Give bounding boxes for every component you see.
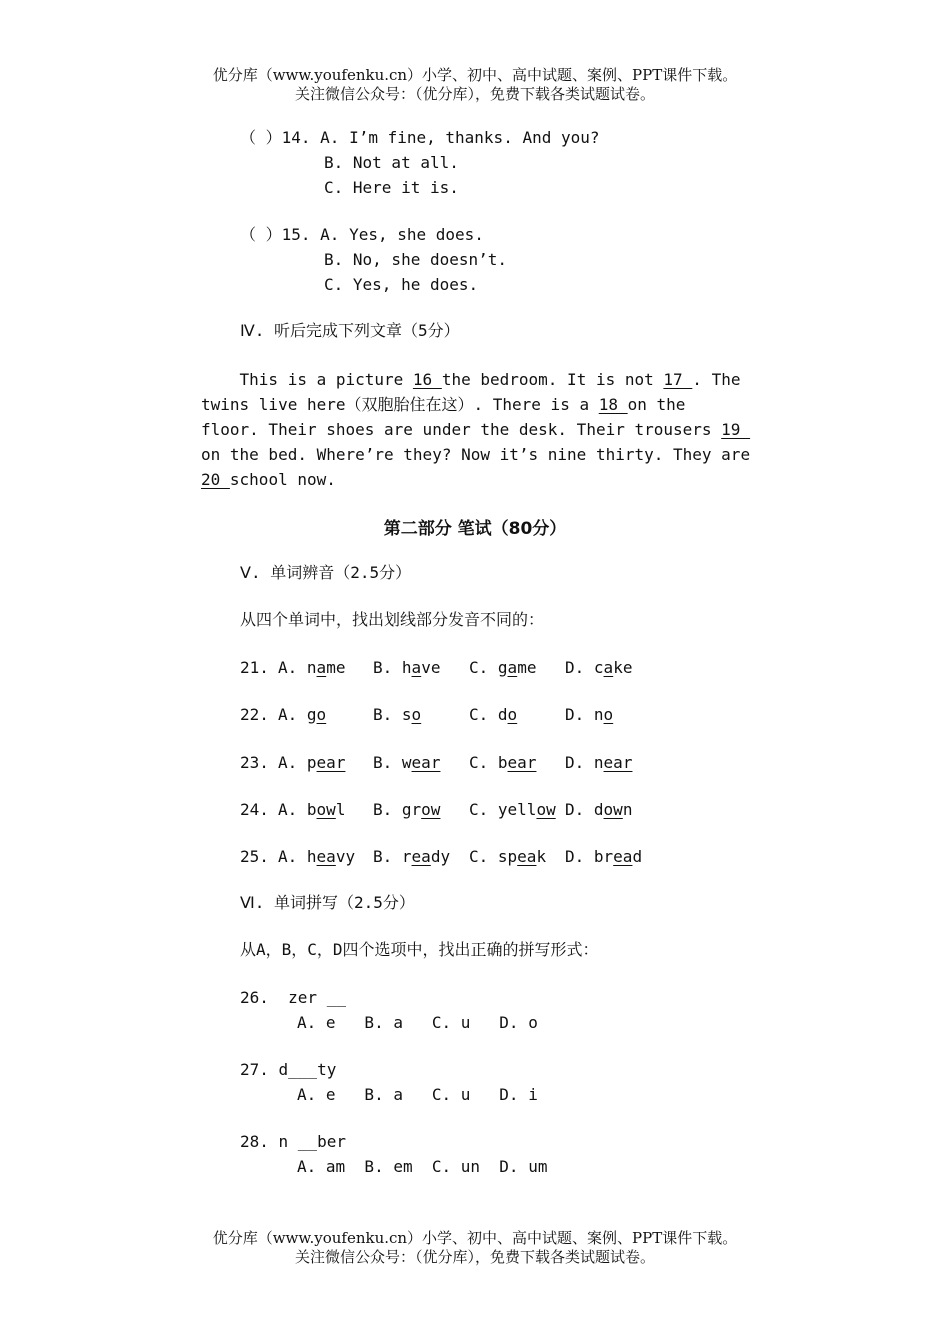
option-letter: D. xyxy=(565,753,585,772)
question-15-stem: （ ）15. A. Yes, she does. xyxy=(240,225,484,244)
option-letter: C. xyxy=(469,658,489,677)
option-letter: C. xyxy=(469,705,489,724)
section-6-instruction: 从A，B，C，D四个选项中，找出正确的拼写形式： xyxy=(240,940,599,959)
question-24-option xyxy=(565,800,632,820)
section-5-title: Ⅴ. 单词辨音（2.5分） xyxy=(240,563,412,582)
option-letter: B. xyxy=(373,800,393,819)
page-header xyxy=(0,66,950,104)
option-letter: C. xyxy=(469,753,489,772)
underlined-letters: ow xyxy=(603,800,623,819)
word-suffix: dy xyxy=(430,847,451,866)
passage-text: on the xyxy=(627,395,686,414)
word-prefix: g xyxy=(306,705,317,724)
passage-text: the bedroom. It is not xyxy=(441,370,664,389)
word-suffix: me xyxy=(326,658,346,677)
passage-text: . The xyxy=(692,370,741,389)
underlined-letters: a xyxy=(316,658,327,677)
question-22-number: 22. xyxy=(240,705,269,724)
word-prefix: g xyxy=(497,658,508,677)
underlined-letters: a xyxy=(507,658,518,677)
option-letter: A. xyxy=(278,705,298,724)
underlined-letters: o xyxy=(411,705,422,724)
question-24-option xyxy=(373,800,440,820)
option-letter: D. xyxy=(565,800,585,819)
cloze-passage xyxy=(201,367,761,492)
question-22-option xyxy=(565,705,613,725)
page-footer xyxy=(0,1229,950,1267)
word-prefix: n xyxy=(306,658,317,677)
underlined-letters: ea xyxy=(613,847,633,866)
option-letter: D. xyxy=(565,705,585,724)
word-prefix: d xyxy=(497,705,508,724)
underlined-letters: ear xyxy=(603,753,633,772)
word-suffix: n xyxy=(622,800,633,819)
question-26-options: A. e B. a C. u D. o xyxy=(297,1013,538,1032)
word-suffix: ke xyxy=(613,658,633,677)
word-prefix: gr xyxy=(401,800,422,819)
option-letter: D. xyxy=(565,847,585,866)
passage-text: floor. Their shoes are under the desk. Their trousers xyxy=(201,420,722,439)
question-25-option xyxy=(565,847,642,867)
underlined-letters: ow xyxy=(316,800,336,819)
question-25-option xyxy=(373,847,450,867)
question-22-option xyxy=(278,705,326,725)
underlined-letters: ear xyxy=(507,753,537,772)
passage-text: on the bed. Where’re they? Now it’s nine thirty. They are xyxy=(201,445,751,464)
question-27-stem: 27. d___ty xyxy=(240,1060,337,1079)
option-letter: C. xyxy=(469,847,489,866)
section-5-instruction: 从四个单词中，找出划线部分发音不同的： xyxy=(240,610,545,629)
question-22-option xyxy=(373,705,421,725)
underlined-letters: ea xyxy=(517,847,537,866)
header-line-1: 优分库（www.youfenku.cn）小学、初中、高中试题、案例、PPT课件下载。 xyxy=(212,66,738,84)
question-14-stem: （ ）14. A. I’m fine, thanks. And you? xyxy=(240,128,600,147)
option-letter: A. xyxy=(278,753,298,772)
word-prefix: n xyxy=(593,753,604,772)
blank-18: 18 xyxy=(598,395,628,414)
word-prefix: b xyxy=(497,753,508,772)
passage-text: twins live here（双胞胎住在这）. There is a xyxy=(201,395,599,414)
question-27-options: A. e B. a C. u D. i xyxy=(297,1085,538,1104)
option-letter: D. xyxy=(565,658,585,677)
option-letter: A. xyxy=(278,658,298,677)
question-23-option xyxy=(278,753,345,773)
question-25-option xyxy=(469,847,546,867)
section-4-title: Ⅳ. 听后完成下列文章（5分） xyxy=(240,321,460,340)
underlined-letters: ea xyxy=(411,847,431,866)
question-14-option-c: C. Here it is. xyxy=(324,178,459,197)
passage-text: school now. xyxy=(229,470,336,489)
underlined-letters: ow xyxy=(536,800,556,819)
option-letter: A. xyxy=(278,800,298,819)
question-21-option xyxy=(278,658,345,678)
question-24-option xyxy=(469,800,556,820)
word-prefix: s xyxy=(401,705,412,724)
word-prefix: sp xyxy=(497,847,518,866)
header-line-2: 关注微信公众号：（优分库），免费下载各类试题试卷。 xyxy=(294,85,655,103)
question-26-stem: 26. zer __ xyxy=(240,988,346,1007)
question-23-option xyxy=(469,753,536,773)
blank-20: 20 xyxy=(201,470,230,489)
underlined-letters: ea xyxy=(316,847,336,866)
blank-17: 17 xyxy=(663,370,693,389)
question-23-option xyxy=(565,753,632,773)
question-24-option xyxy=(278,800,345,820)
question-21-number: 21. xyxy=(240,658,269,677)
question-21-option xyxy=(373,658,440,678)
word-prefix: n xyxy=(593,705,604,724)
option-letter: A. xyxy=(278,847,298,866)
word-suffix: d xyxy=(632,847,643,866)
word-prefix: d xyxy=(593,800,604,819)
word-prefix: br xyxy=(593,847,614,866)
question-22-option xyxy=(469,705,517,725)
underlined-letters: o xyxy=(316,705,327,724)
question-21-option xyxy=(469,658,536,678)
option-letter: B. xyxy=(373,847,393,866)
option-letter: C. xyxy=(469,800,489,819)
word-prefix: b xyxy=(306,800,317,819)
part-2-title: 第二部分 笔试（80分） xyxy=(383,519,567,539)
underlined-letters: o xyxy=(603,705,614,724)
word-prefix: h xyxy=(401,658,412,677)
underlined-letters: a xyxy=(411,658,422,677)
word-prefix: w xyxy=(401,753,412,772)
word-prefix: c xyxy=(593,658,604,677)
section-6-title: Ⅵ. 单词拼写（2.5分） xyxy=(240,893,415,912)
word-prefix: yell xyxy=(497,800,537,819)
word-suffix: l xyxy=(335,800,346,819)
option-letter: B. xyxy=(373,753,393,772)
word-prefix: p xyxy=(306,753,317,772)
footer-line-1: 优分库（www.youfenku.cn）小学、初中、高中试题、案例、PPT课件下载。 xyxy=(212,1229,738,1247)
question-28-options: A. am B. em C. un D. um xyxy=(297,1157,548,1176)
question-23-option xyxy=(373,753,440,773)
option-letter: B. xyxy=(373,658,393,677)
blank-16: 16 xyxy=(412,370,442,389)
word-suffix: k xyxy=(536,847,547,866)
option-letter: B. xyxy=(373,705,393,724)
word-suffix: vy xyxy=(335,847,356,866)
question-23-number: 23. xyxy=(240,753,269,772)
footer-line-2: 关注微信公众号：（优分库），免费下载各类试题试卷。 xyxy=(294,1248,655,1266)
word-prefix: r xyxy=(401,847,412,866)
underlined-letters: ear xyxy=(411,753,441,772)
question-24-number: 24. xyxy=(240,800,269,819)
question-28-stem: 28. n __ber xyxy=(240,1132,346,1151)
question-14-option-b: B. Not at all. xyxy=(324,153,459,172)
question-25-number: 25. xyxy=(240,847,269,866)
question-25-option xyxy=(278,847,355,867)
underlined-letters: o xyxy=(507,705,518,724)
question-15-option-c: C. Yes, he does. xyxy=(324,275,479,294)
question-15-option-b: B. No, she doesn’t. xyxy=(324,250,508,269)
word-suffix: me xyxy=(517,658,537,677)
blank-19: 19 xyxy=(721,420,751,439)
word-suffix: ve xyxy=(421,658,441,677)
underlined-letters: ow xyxy=(421,800,441,819)
word-prefix: h xyxy=(306,847,317,866)
underlined-letters: ear xyxy=(316,753,346,772)
passage-text: This is a picture xyxy=(239,370,413,389)
underlined-letters: a xyxy=(603,658,614,677)
question-21-option xyxy=(565,658,632,678)
